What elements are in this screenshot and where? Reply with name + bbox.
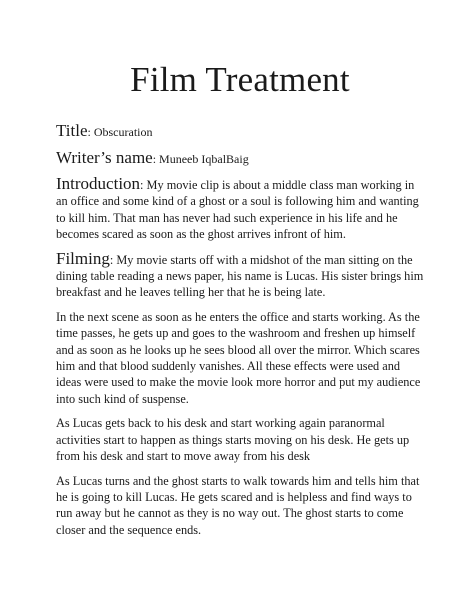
filming-text: : My movie starts off with a midshot of the man sitting on the dining table reading a news paper, his name is Lucas. His sister brings him breakfast and he leaves telling her that he is being late. xyxy=(56,252,424,300)
title-value: : Obscuration xyxy=(87,125,153,139)
writer-value: : Muneeb IqbalBaig xyxy=(152,152,249,166)
document-page xyxy=(56,60,424,546)
document-title: Film Treatment xyxy=(130,60,350,99)
title-field xyxy=(56,122,424,141)
desk-scene-paragraph: As Lucas gets back to his desk and start working again paranormal activities start to happen as things starts moving on his desk. He gets up from his desk and start to move away from his desk xyxy=(56,416,410,464)
writer-field xyxy=(56,149,424,168)
introduction-label: Introduction xyxy=(56,174,141,193)
introduction-paragraph xyxy=(56,176,424,243)
ghost-scene-paragraph: As Lucas turns and the ghost starts to walk towards him and tells him that he is going to kill Lucas. He gets scared and is helpless and find ways to run away but he cannot as they is no way out. The ghost starts to come closer and the sequence ends. xyxy=(56,473,420,537)
introduction-text: : My movie clip is about a middle class man working in an office and some kind of a ghost or a soul is following him and wanting to kill him. That man has never had such experience in his life and he becomes scared as soon as the ghost arrives infront of him. xyxy=(56,178,419,242)
title-label: Title xyxy=(56,121,88,140)
office-scene-paragraph: In the next scene as soon as he enters the office and starts working. As the time passes, he gets up and goes to the washroom and freshen up himself and as soon as he looks up he sees blood all over the mirror. Which scares him and that blood suddenly vanishes. All these effects were used and ideas were used to make the movie look more horror and put my audience into such kind of suspense. xyxy=(56,309,421,406)
writer-label: Writer’s name xyxy=(56,148,153,167)
filming-paragraph xyxy=(56,248,424,301)
filming-label: Filming xyxy=(56,248,110,268)
